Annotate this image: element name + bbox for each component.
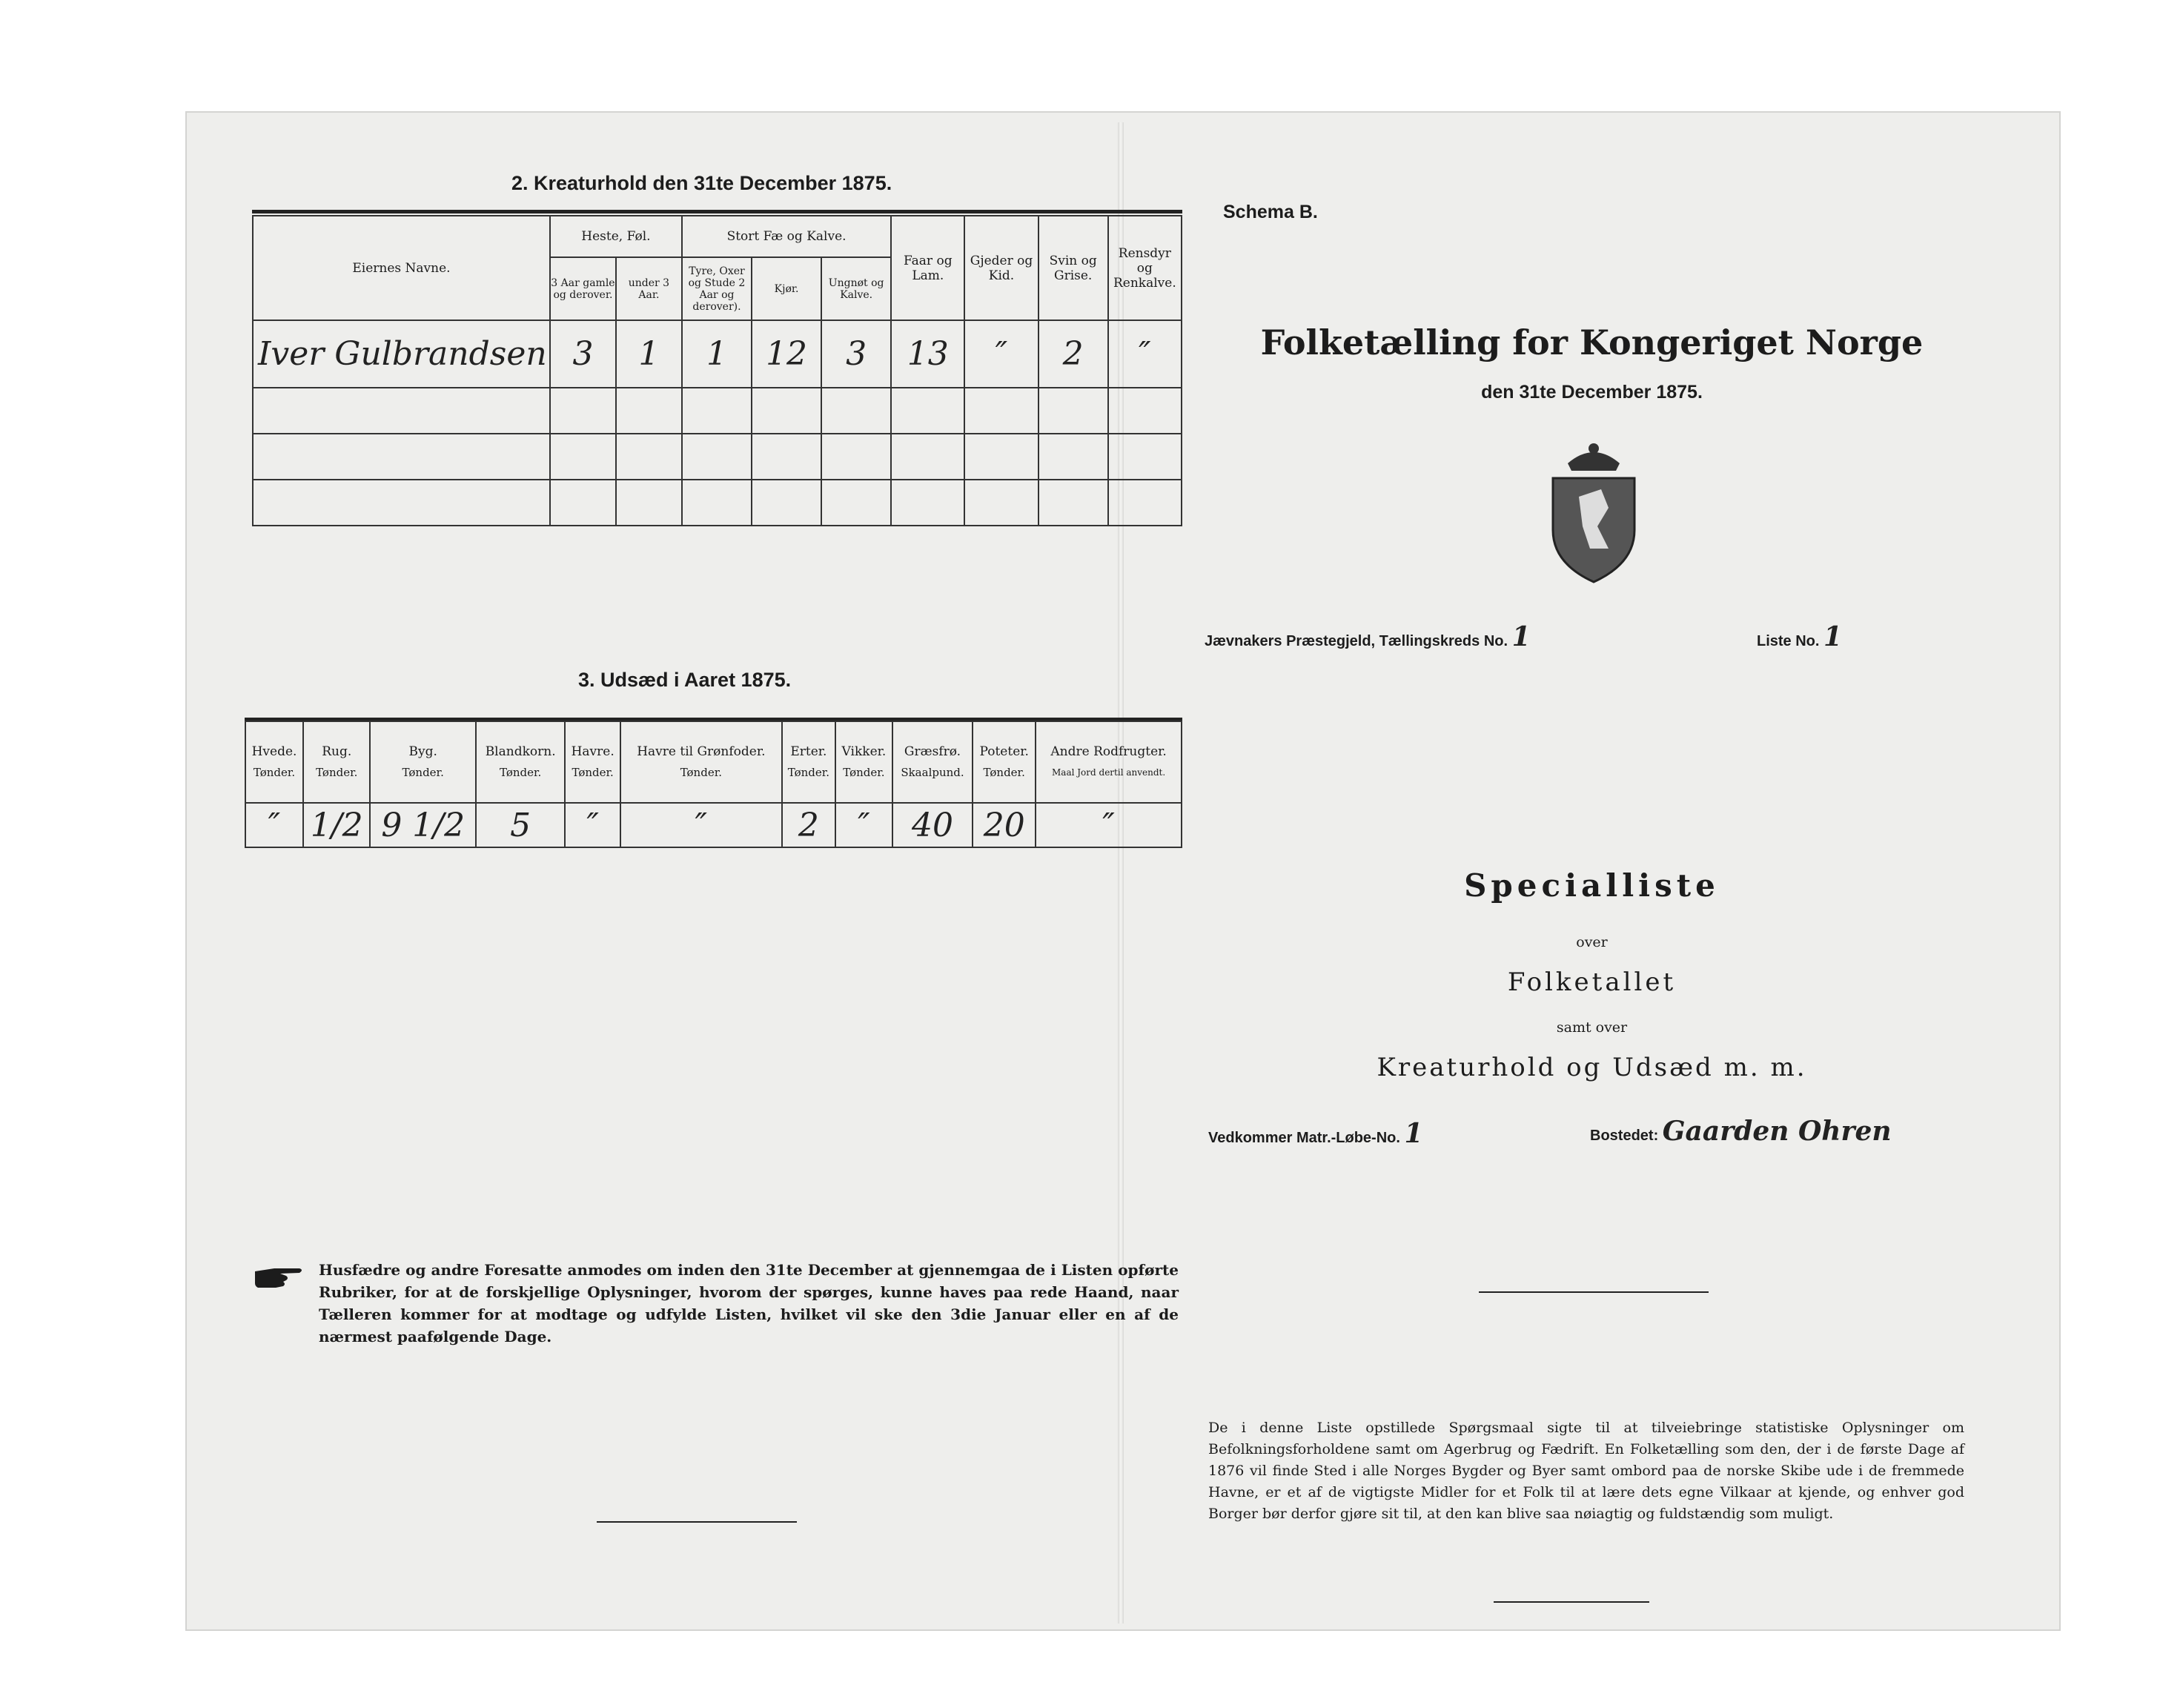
udsaed-col-header xyxy=(973,721,1036,803)
udsaed-value-cell: ″ xyxy=(565,803,620,847)
heste-3aar-header: 3 Aar gamle og derover. xyxy=(550,257,616,320)
bottom-right-rule xyxy=(1494,1601,1649,1603)
divider-rule xyxy=(1479,1291,1709,1293)
liste-number: 1 xyxy=(1823,621,1843,652)
rensdyr-col-header: Rensdyr og Renkalve. xyxy=(1108,216,1182,320)
udsaed-col-header xyxy=(303,721,370,803)
left-page xyxy=(185,111,1179,1631)
census-date: den 31te December 1875. xyxy=(1481,382,1703,403)
udsaed-col-unit: Skaalpund. xyxy=(901,766,964,779)
udsaed-col-unit: Tønder. xyxy=(983,766,1025,779)
bosted-line xyxy=(1590,1116,1892,1147)
heste-under3-cell: 1 xyxy=(616,320,682,387)
udsaed-value-cell: ″ xyxy=(245,803,303,847)
udsaed-col-unit: Tønder. xyxy=(253,766,296,779)
heste-under3-header: under 3 Aar. xyxy=(616,257,682,320)
svin-col-header: Svin og Grise. xyxy=(1039,216,1108,320)
prestegjeld-label: Jævnakers Præstegjeld, Tællingskreds No. xyxy=(1205,633,1508,649)
ungnot-cell: 3 xyxy=(821,320,891,387)
matr-line xyxy=(1208,1118,1423,1149)
udsaed-col-unit: Tønder. xyxy=(402,766,444,779)
udsaed-value-cell: 5 xyxy=(476,803,565,847)
section2-heading: 2. Kreaturhold den 31te December 1875. xyxy=(511,172,892,194)
udsaed-col-name: Havre til Grønfoder. xyxy=(637,744,766,759)
udsaed-col-unit: Tønder. xyxy=(316,766,358,779)
gjeder-col-header: Gjeder og Kid. xyxy=(964,216,1038,320)
udsaed-value-cell: 1/2 xyxy=(303,803,370,847)
kjor-header: Kjør. xyxy=(752,257,821,320)
faar-col-header: Faar og Lam. xyxy=(891,216,964,320)
liste-line xyxy=(1757,621,1842,652)
udsaed-col-name: Vikker. xyxy=(841,744,887,759)
udsaed-col-name: Blandkorn. xyxy=(485,744,556,759)
tyre-header: Tyre, Oxer og Stude 2 Aar og derover). xyxy=(682,257,752,320)
udsaed-value-cell: 2 xyxy=(782,803,835,847)
schema-label: Schema B. xyxy=(1223,202,1318,222)
livestock-table xyxy=(252,215,1182,526)
udsaed-col-header xyxy=(245,721,303,803)
section3-heading: 3. Udsæd i Aaret 1875. xyxy=(578,669,792,691)
rensdyr-cell: ″ xyxy=(1108,320,1182,387)
kreds-line xyxy=(1205,621,1531,652)
folketallet-title: Folketallet xyxy=(1507,967,1677,997)
table-row xyxy=(253,320,1182,387)
udsaed-col-header xyxy=(782,721,835,803)
heste-3aar-cell: 3 xyxy=(550,320,616,387)
liste-label: Liste No. xyxy=(1757,633,1820,649)
section2-top-rule xyxy=(252,210,1182,214)
tyre-cell: 1 xyxy=(682,320,752,387)
svin-cell: 2 xyxy=(1039,320,1108,387)
kjor-cell: 12 xyxy=(752,320,821,387)
kreaturhold-title: Kreaturhold og Udsæd m. m. xyxy=(1377,1053,1807,1082)
udsaed-col-name: Rug. xyxy=(322,744,352,759)
heste-group-header: Heste, Føl. xyxy=(550,216,682,257)
udsaed-value-cell: ″ xyxy=(1036,803,1182,847)
udsaed-value-cell: 9 1/2 xyxy=(370,803,476,847)
bosted-value: Gaarden Ohren xyxy=(1662,1116,1892,1147)
over-label: over xyxy=(1576,934,1608,950)
udsaed-col-unit: Tønder. xyxy=(680,766,722,779)
owner-name-cell: Iver Gulbrandsen xyxy=(253,320,550,387)
udsaed-col-unit: Maal Jord dertil anvendt. xyxy=(1052,767,1166,778)
footer-paragraph: De i denne Liste opstillede Spørgsmaal sigte til at tilveiebringe statistiske Oplysninger om Befolkningsforholdene samt om Agerbrug og Fædrift. En Folketælling som den, der i de første Dage af 1876 vil finde Sted i alle Norges Bygder og Byer samt ombord paa de norske Skibe ude i de fremmede Havne, er et af de vigtigste Midler for et Folk til at lære dets egne Vilkaar at kjende, og enhver god Borger bør derfor gjøre sit til, at den kan blive saa nøiagtig og fuldstændig som muligt. xyxy=(1208,1420,1964,1522)
udsaed-value-cell: 40 xyxy=(892,803,973,847)
faar-cell: 13 xyxy=(891,320,964,387)
samt-over-label: samt over xyxy=(1556,1019,1628,1036)
udsaed-col-header xyxy=(370,721,476,803)
udsaed-col-header xyxy=(892,721,973,803)
gjeder-cell: ″ xyxy=(964,320,1038,387)
table-row-empty xyxy=(253,480,1182,526)
udsaed-col-name: Græsfrø. xyxy=(904,744,961,759)
udsaed-col-name: Poteter. xyxy=(979,744,1029,759)
udsaed-col-unit: Tønder. xyxy=(500,766,542,779)
pointing-hand-icon xyxy=(254,1264,305,1294)
udsaed-col-header xyxy=(835,721,892,803)
table-row xyxy=(245,803,1182,847)
udsaed-col-unit: Tønder. xyxy=(787,766,830,779)
udsaed-col-header xyxy=(620,721,782,803)
owner-col-header: Eiernes Navne. xyxy=(253,216,550,320)
matr-number: 1 xyxy=(1404,1118,1423,1149)
matr-label: Vedkommer Matr.-Løbe-No. xyxy=(1208,1130,1400,1146)
table-row-empty xyxy=(253,434,1182,480)
census-title: Folketælling for Kongeriget Norge xyxy=(1260,322,1924,363)
udsaed-table xyxy=(245,721,1182,848)
udsaed-col-unit: Tønder. xyxy=(572,766,614,779)
udsaed-col-name: Erter. xyxy=(790,744,827,759)
udsaed-col-unit: Tønder. xyxy=(843,766,885,779)
udsaed-value-cell: ″ xyxy=(620,803,782,847)
udsaed-col-name: Byg. xyxy=(408,744,437,759)
stort-group-header: Stort Fæ og Kalve. xyxy=(682,216,891,257)
kreds-number: 1 xyxy=(1511,621,1531,652)
bosted-label: Bostedet: xyxy=(1590,1128,1659,1144)
udsaed-col-name: Havre. xyxy=(571,744,615,759)
udsaed-col-header xyxy=(476,721,565,803)
bottom-left-rule xyxy=(597,1521,797,1523)
udsaed-value-cell: ″ xyxy=(835,803,892,847)
right-page xyxy=(1123,111,2061,1631)
coat-of-arms-icon xyxy=(1538,437,1649,589)
table-row-empty xyxy=(253,388,1182,434)
notice-paragraph: Husfædre og andre Foresatte anmodes om inden den 31te December at gjennemgaa de i Listen opførte Rubriker, for at de forskjellige Oplysninger, hvorom der spørges, kunne haves paa rede Haand, naar Tælleren kommer for at modtage og udfylde Listen, hvilket vil ske den 3die Januar eller en af de nærmest paafølgende Dage. xyxy=(319,1261,1179,1345)
udsaed-col-name: Andre Rodfrugter. xyxy=(1050,744,1167,759)
udsaed-col-name: Hvede. xyxy=(251,744,297,759)
udsaed-col-header xyxy=(565,721,620,803)
udsaed-value-cell: 20 xyxy=(973,803,1036,847)
specialliste-title: Specialliste xyxy=(1464,867,1720,904)
ungnot-header: Ungnøt og Kalve. xyxy=(821,257,891,320)
